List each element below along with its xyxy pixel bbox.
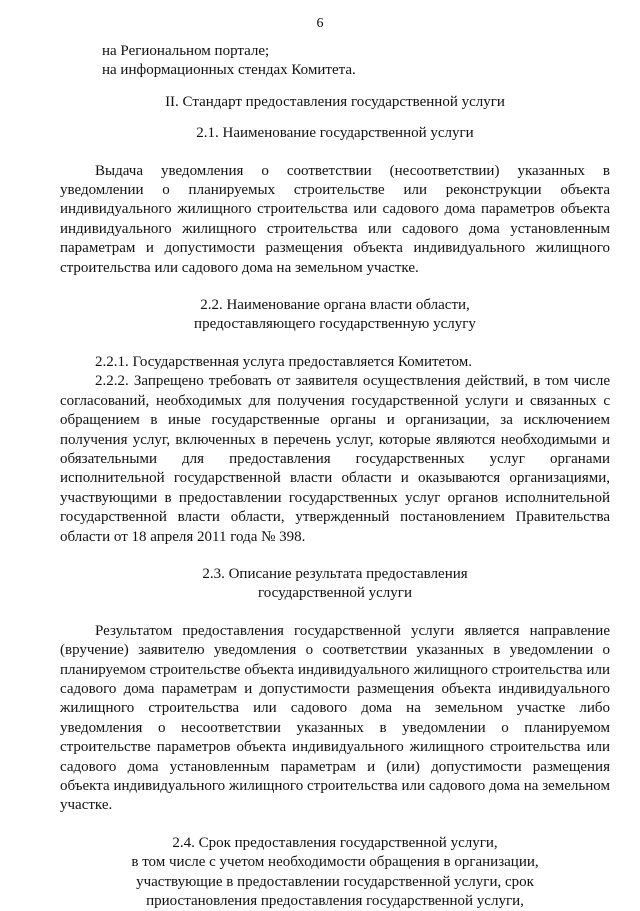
section-title-text: II. Стандарт предоставления государственной услуги [165, 93, 505, 110]
subsection-2-3-title-line2: государственной услуги [258, 585, 412, 602]
subsection-2-2-title [60, 296, 610, 335]
subsection-2-4-title-line3: участвующие в предоставлении государственной услуги, срок [136, 873, 534, 890]
intro-list [60, 42, 610, 81]
subsection-2-4-title-line2: в том числе с учетом необходимости обращения в организации, [131, 854, 539, 871]
subsection-2-4-title-line1: 2.4. Срок предоставления государственной услуги, [172, 834, 498, 851]
subsection-2-1-title-text: 2.1. Наименование государственной услуги [196, 125, 474, 142]
subsection-2-2-title-line1: 2.2. Наименование органа власти области, [200, 297, 470, 314]
subsection-2-3-text: Результатом предоставления государственной услуги является направление (вручение) заявителю уведомления о соответствии указанных в уведомлении о планируемом строительстве объекта индивидуального жилищного строительства или садового дома параметрам и допустимости размещения объекта индивидуального жилищного строительства или садового дома на земельном участке либо уведомления о несоответствии указанных в уведомлении о планируемом строительстве параметров объекта индивидуального жилищного строительства или садового дома установленным параметрам и (или) допустимости размещения объекта индивидуального жилищного строительства или садового дома на земельном участке. [60, 622, 610, 814]
section-title [60, 93, 610, 112]
subsection-2-1-title [60, 124, 610, 143]
subsection-2-3-title-line1: 2.3. Описание результата предоставления [202, 565, 468, 582]
paragraph-2-2-2: 2.2.2. Запрещено требовать от заявителя осуществления действий, в том числе согласований, необходимых для получения государственной услуги и связанных с обращением в иные государственные органы и организации, за исключением получения услуг, включенных в перечень услуг, которые являются необходимыми и обязательными для предоставления государственных услуг органами исполнительной государственной власти области и оказываются организациями, участвующими в предоставлении государственных услуг органов исполнительной государственной власти области, утвержденный постановлением Правительства области от 18 апреля 2011 года № 398. [60, 373, 610, 545]
page-content [60, 42, 610, 911]
subsection-2-2-title-line2: предоставляющего государственную услугу [194, 316, 476, 333]
subsection-2-4-title [60, 834, 610, 911]
subsection-2-4-title-line4: приостановления предоставления государственной услуги, [146, 893, 524, 910]
subsection-2-1-text: Выдача уведомления о соответствии (несоответствии) указанных в уведомлении о планируемых строительстве или реконструкции объекта индивидуального жилищного строительства или садового дома параметров объекта индивидуального жилищного строительства или садового дома установленным параметрам и допустимости размещения объекта индивидуального жилищного строительства или садового дома на земельном участке. [60, 162, 610, 276]
paragraph-2-2-1: 2.2.1. Государственная услуга предоставляется Комитетом. [95, 353, 472, 370]
intro-line-info-stands: на информационных стендах Комитета. [102, 62, 356, 79]
intro-line-regional-portal: на Региональном портале; [102, 43, 270, 59]
page-number: 6 [316, 16, 324, 31]
subsection-2-3-title [60, 565, 610, 604]
